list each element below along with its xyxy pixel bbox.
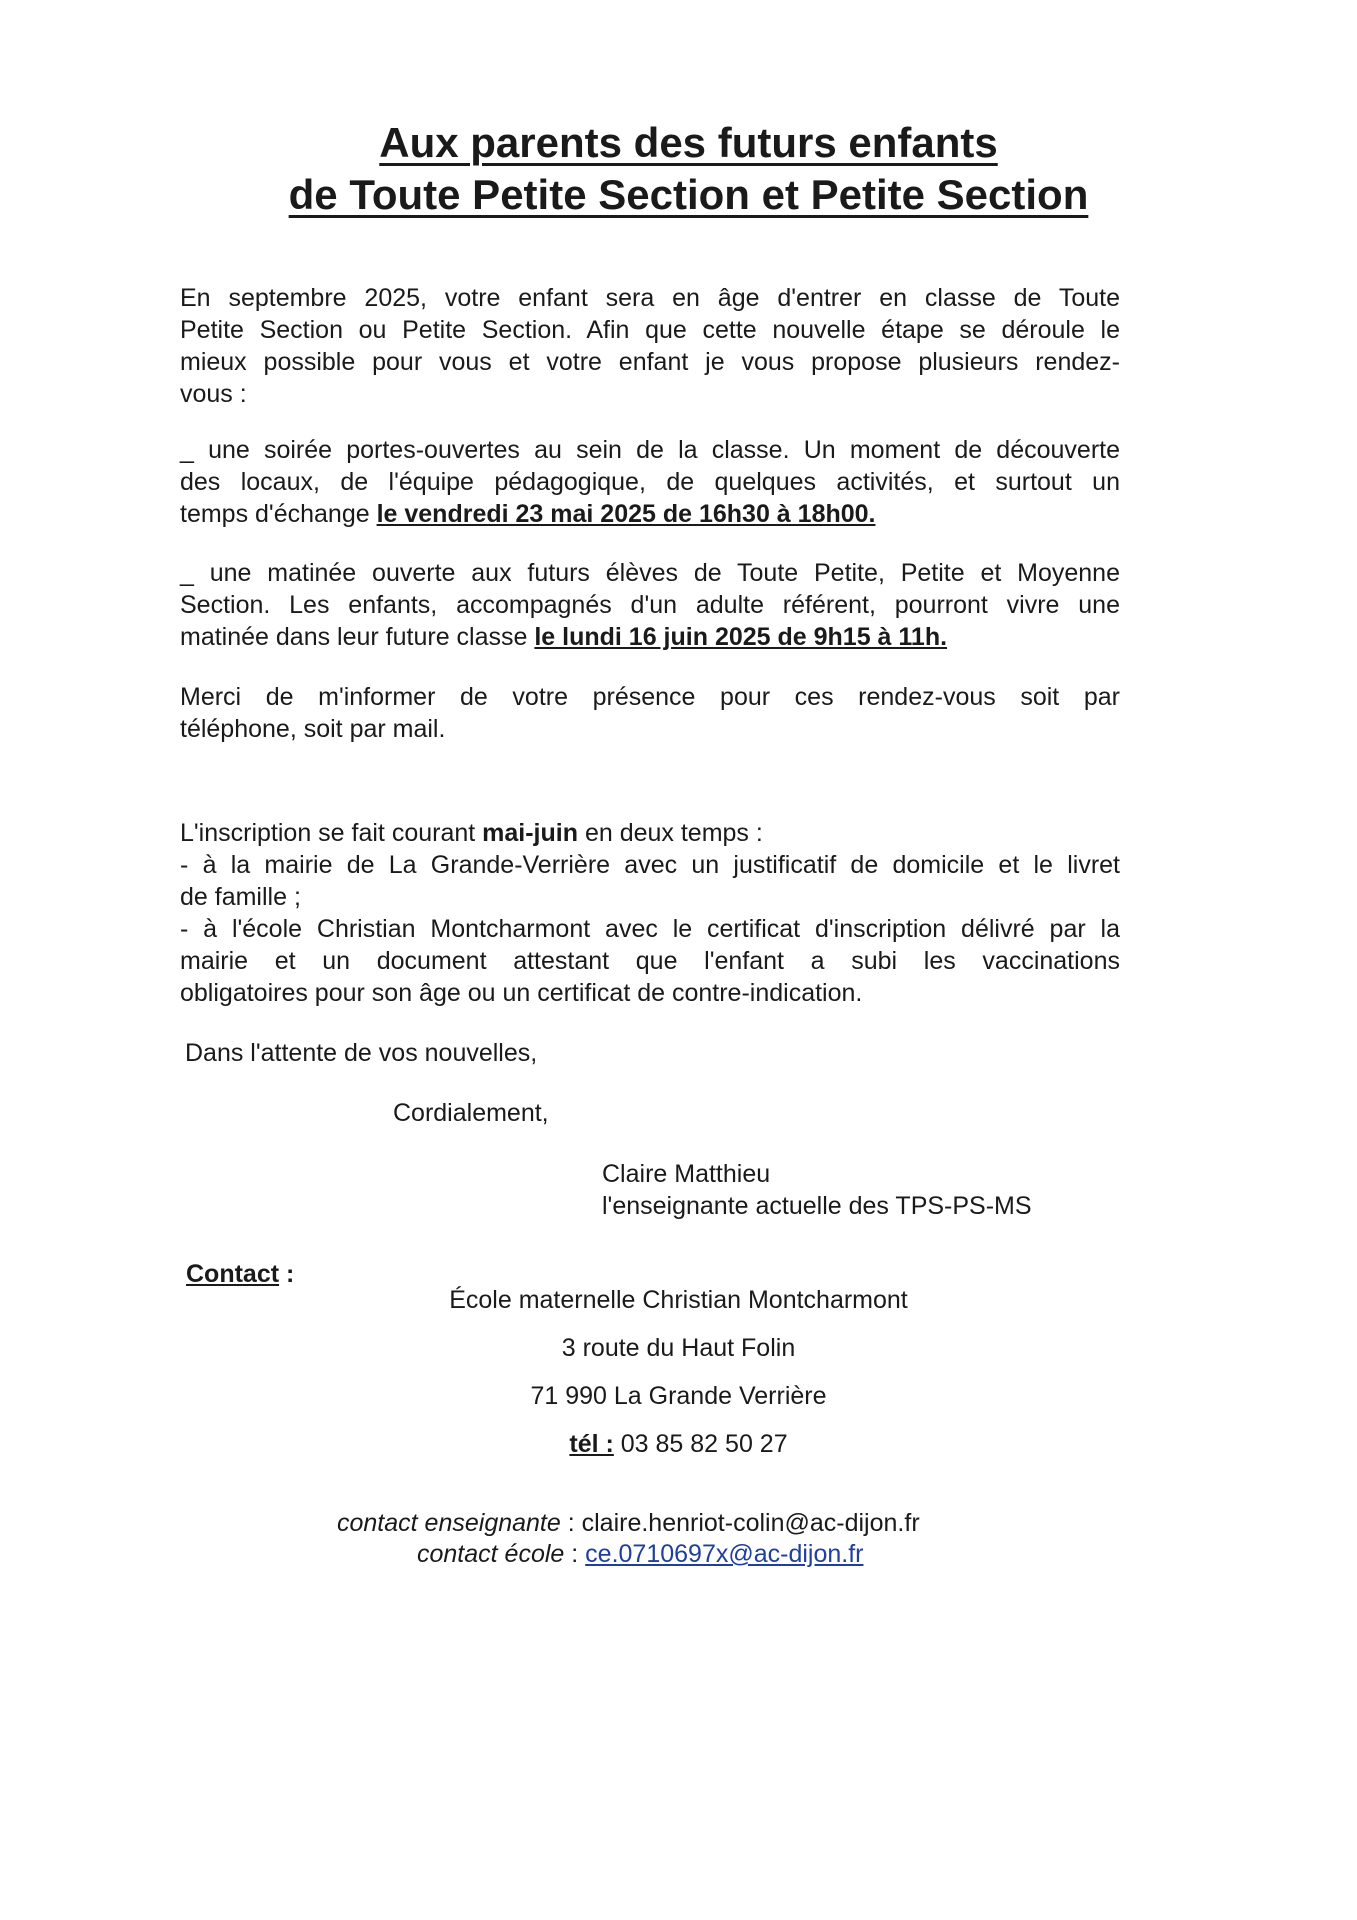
school-email-link[interactable]: ce.0710697x@ac-dijon.fr bbox=[585, 1540, 864, 1568]
contact-school-name: École maternelle Christian Montcharmont bbox=[449, 1286, 908, 1314]
registration-line: mairie et un document attestant que l'enfant a subi les vaccinations bbox=[180, 947, 1120, 975]
teacher-contact-label: contact enseignante bbox=[337, 1509, 561, 1537]
signature-role: l'enseignante actuelle des TPS-PS-MS bbox=[602, 1192, 1032, 1220]
rsvp-line: Merci de m'informer de votre présence pour ces rendez-vous soit par bbox=[180, 683, 1120, 711]
page-title-line-1: Aux parents des futurs enfants bbox=[379, 119, 998, 166]
registration-line: - à la mairie de La Grande-Verrière avec un justificatif de domicile et le livret bbox=[180, 851, 1120, 879]
contact-city: 71 990 La Grande Verrière bbox=[530, 1382, 827, 1410]
school-contact: contact école : ce.0710697x@ac-dijon.fr bbox=[417, 1540, 864, 1568]
open-evening-date: le vendredi 23 mai 2025 de 16h30 à 18h00. bbox=[376, 500, 876, 528]
intro-line: vous : bbox=[180, 380, 247, 408]
school-contact-label: contact école bbox=[417, 1540, 565, 1568]
open-morning-date: le lundi 16 juin 2025 de 9h15 à 11h. bbox=[534, 623, 948, 651]
phone-number: 03 85 82 50 27 bbox=[613, 1430, 788, 1458]
registration-period: mai-juin bbox=[482, 819, 578, 847]
rsvp-paragraph bbox=[180, 681, 1120, 745]
intro-paragraph bbox=[180, 282, 1120, 410]
open-evening-paragraph bbox=[180, 434, 1120, 530]
open-evening-line: temps d'échange le vendredi 23 mai 2025 de 16h30 à 18h00. bbox=[180, 500, 876, 528]
contact-street: 3 route du Haut Folin bbox=[561, 1334, 796, 1362]
open-morning-line: Section. Les enfants, accompagnés d'un adulte référent, pourront vivre une bbox=[180, 591, 1120, 619]
contact-heading: Contact : bbox=[186, 1260, 295, 1288]
registration-paragraph bbox=[180, 817, 1120, 1009]
open-morning-line: _ une matinée ouverte aux futurs élèves de Toute Petite, Petite et Moyenne bbox=[180, 559, 1120, 587]
teacher-contact: contact enseignante : claire.henriot-colin@ac-dijon.fr bbox=[337, 1509, 920, 1537]
phone-label: tél : bbox=[569, 1430, 614, 1458]
contact-phone bbox=[0, 1428, 1357, 1460]
open-morning-paragraph bbox=[180, 557, 1120, 653]
closing-cordialement: Cordialement, bbox=[393, 1099, 549, 1127]
registration-line: - à l'école Christian Montcharmont avec le certificat d'inscription délivré par la bbox=[180, 915, 1120, 943]
registration-line: obligatoires pour son âge ou un certificat de contre-indication. bbox=[180, 979, 863, 1007]
page-title-line-2: de Toute Petite Section et Petite Section bbox=[288, 171, 1089, 218]
intro-line: Petite Section ou Petite Section. Afin que cette nouvelle étape se déroule le bbox=[180, 316, 1120, 344]
open-evening-line: des locaux, de l'équipe pédagogique, de quelques activités, et surtout un bbox=[180, 468, 1120, 496]
intro-line: mieux possible pour vous et votre enfant je vous propose plusieurs rendez- bbox=[180, 348, 1120, 376]
registration-line: de famille ; bbox=[180, 883, 301, 911]
open-morning-line: matinée dans leur future classe le lundi 16 juin 2025 de 9h15 à 11h. bbox=[180, 623, 948, 651]
signature-name: Claire Matthieu bbox=[602, 1160, 771, 1188]
open-evening-line: _ une soirée portes-ouvertes au sein de la classe. Un moment de découverte bbox=[180, 436, 1120, 464]
closing-attente: Dans l'attente de vos nouvelles, bbox=[185, 1039, 538, 1067]
registration-line: L'inscription se fait courant mai-juin en deux temps : bbox=[180, 819, 763, 847]
intro-line: En septembre 2025, votre enfant sera en âge d'entrer en classe de Toute bbox=[180, 284, 1120, 312]
rsvp-line: téléphone, soit par mail. bbox=[180, 715, 446, 743]
teacher-email: claire.henriot-colin@ac-dijon.fr bbox=[581, 1509, 920, 1537]
